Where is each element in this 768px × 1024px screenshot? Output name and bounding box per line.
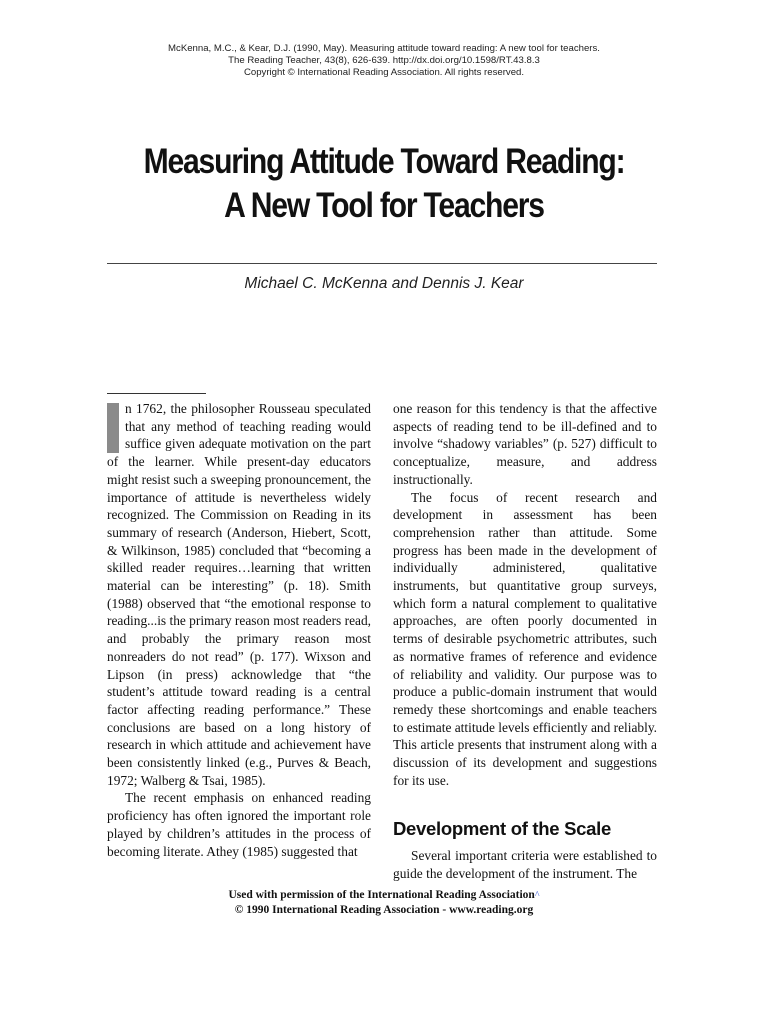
- citation-line-3: Copyright © International Reading Association. All rights reserved.: [243, 67, 525, 78]
- citation-line-2: The Reading Teacher, 43(8), 626-639. http://dx.doi.org/10.1598/RT.43.8.3: [228, 55, 540, 66]
- left-paragraph-2: The recent emphasis on enhanced reading proficiency has often ignored the important role played by children’s attitudes in the process of becoming literate. Athey (1985) suggested that: [107, 790, 371, 859]
- right-column: [393, 400, 657, 883]
- right-paragraph-3: Several important criteria were established to guide the development of the instrument. The: [393, 848, 657, 882]
- left-paragraph-1: [107, 400, 371, 789]
- title-line-1: Measuring Attitude Toward Reading:: [143, 142, 625, 181]
- right-paragraph-1: one reason for this tendency is that the affective aspects of reading tend to be ill-defined and to involve “shadowy variables” (p. 527) difficult to conceptualize, measure, and address instructionally.: [393, 401, 657, 487]
- drop-cap-i: [107, 403, 119, 453]
- section-heading: Development of the Scale: [393, 818, 611, 840]
- author-byline: Michael C. McKenna and Dennis J. Kear: [244, 275, 524, 292]
- article-title: [54, 140, 714, 228]
- title-line-2: A New Tool for Teachers: [224, 186, 544, 225]
- citation-header: [0, 43, 768, 79]
- right-paragraph-2: The focus of recent research and development in assessment has been comprehension rather than attitude. Some progress has been made in the development of individually administered, qualitative instruments, but quantitative group surveys, which form a natural complement to qualitative approaches, are often poorly documented in terms of desirable psychometric attributes, such as normative frames of reference and evidence of reliability and validity. Our purpose was to produce a public-domain instrument that would remedy these shortcomings and enable teachers to estimate attitude levels efficiently and reliably. This article presents that instrument along with a discussion of its development and suggestions for its use.: [393, 489, 658, 788]
- permission-footer: [0, 888, 768, 917]
- title-divider: [107, 263, 657, 264]
- annotation-caret-icon: ^: [534, 890, 540, 901]
- citation-line-1: McKenna, M.C., & Kear, D.J. (1990, May). Measuring attitude toward reading: A new tool for teachers.: [168, 43, 600, 54]
- left-column: [107, 400, 371, 860]
- permission-line-2: © 1990 International Reading Association - www.reading.org: [234, 904, 534, 916]
- column-top-rule: [107, 393, 206, 394]
- left-paragraph-1-text: n 1762, the philosopher Rousseau speculated that any method of teaching reading would suffice given adequate motivation on the part of the learner. While present-day educators might resist such a sweeping pronouncement, the importance of attitude is nevertheless widely recognized. The Commission on Reading in its summary of research (Anderson, Hiebert, Scott, & Wilkinson, 1985) concluded that “becoming a skilled reader requires…learning that written material can be interesting” (p. 18). Smith (1988) observed that “the emotional response to reading...is the primary reason most readers read, and probably the primary reason most nonreaders do not read” (p. 177). Wixson and Lipson (in press) acknowledge that “the student’s attitude toward reading is a central factor affecting reading performance.” These conclusions are based on a long history of research in which attitude and achievement have been consistently linked (e.g., Purves & Beach, 1972; Walberg & Tsai, 1985).: [107, 401, 371, 788]
- permission-line-1: Used with permission of the International Reading Association: [228, 889, 535, 901]
